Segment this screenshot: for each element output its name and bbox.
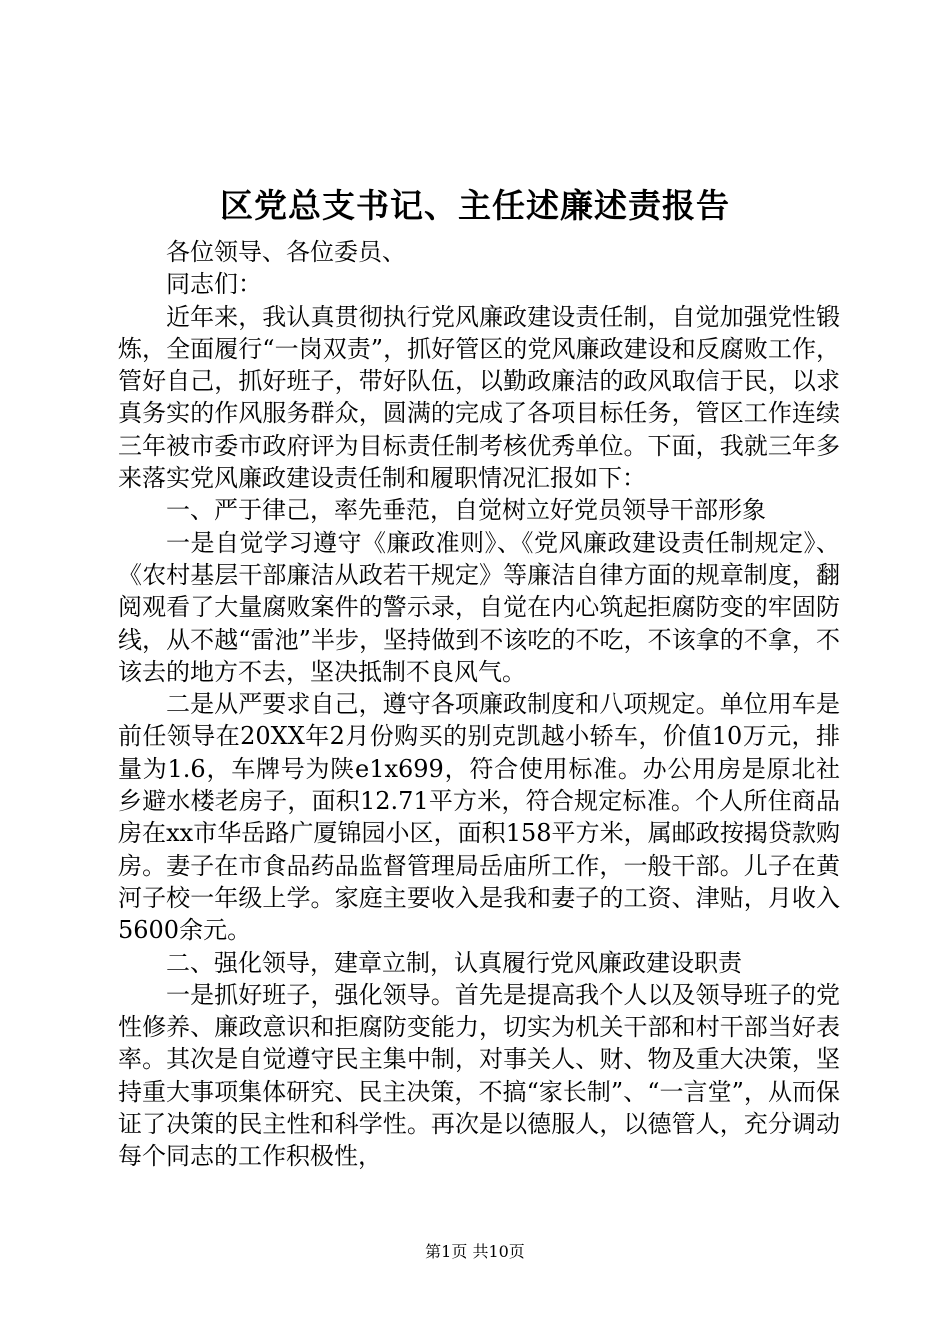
section-heading-2: 二、强化领导，建章立制，认真履行党风廉政建设职责 — [166, 948, 742, 977]
body-paragraph: 一是抓好班子，强化领导。首先是提高我个人以及领导班子的党性修养、廉政意识和拒腐防变能力，切实为机关干部和村干部当好表率。其次是自觉遵守民主集中制，对事关人、财、物及重大决策，坚持重大事项集体研究、民主决策，不搞“家长制”、“一言堂”，从而保证了决策的民主性和科学性。再次是以德服人，以德管人，充分调动每个同志的工作积极性， — [118, 980, 840, 1171]
salutation-line-2: 同志们： — [166, 270, 262, 299]
intro-paragraph: 近年来，我认真贯彻执行党风廉政建设责任制，自觉加强党性锻炼，全面履行“一岗双责”，抓好管区的党风廉政建设和反腐败工作，管好自己，抓好班子，带好队伍，以勤政廉洁的政风取信于民，以求真务实的作风服务群众，圆满的完成了各项目标任务，管区工作连续三年被市委市政府评为目标责任制考核优秀单位。下面，我就三年多来落实党风廉政建设责任制和履职情况汇报如下： — [118, 302, 840, 493]
body-paragraph: 二是从严要求自己，遵守各项廉政制度和八项规定。单位用车是前任领导在20XX年2月份购买的别克凯越小轿车，价值10万元，排量为1.6，车牌号为陕e1x699，符合使用标准。办公用房是原北社乡避水楼老房子，面积12.71平方米，符合规定标准。个人所住商品房在xx市华岳路广厦锦园小区，面积158平方米，属邮政按揭贷款购房。妻子在市食品药品监督管理局岳庙所工作，一般干部。儿子在黄河子校一年级上学。家庭主要收入是我和妻子的工资、津贴，月收入5600余元。 — [118, 690, 840, 945]
salutation-line-1: 各位领导、各位委员、 — [166, 238, 406, 266]
document-body — [118, 236, 840, 1173]
document-title: 区党总支书记、主任述廉述责报告 — [220, 186, 730, 225]
page-number-footer: 第1页 共10页 — [425, 1242, 525, 1261]
section-heading-1: 一、严于律己，率先垂范，自觉树立好党员领导干部形象 — [166, 496, 766, 525]
body-paragraph: 一是自觉学习遵守《廉政准则》、《党风廉政建设责任制规定》、《农村基层干部廉洁从政若干规定》等廉洁自律方面的规章制度，翻阅观看了大量腐败案件的警示录，自觉在内心筑起拒腐防变的牢固防线，从不越“雷池”半步，坚持做到不该吃的不吃，不该拿的不拿，不该去的地方不去，坚决抵制不良风气。 — [118, 528, 840, 686]
